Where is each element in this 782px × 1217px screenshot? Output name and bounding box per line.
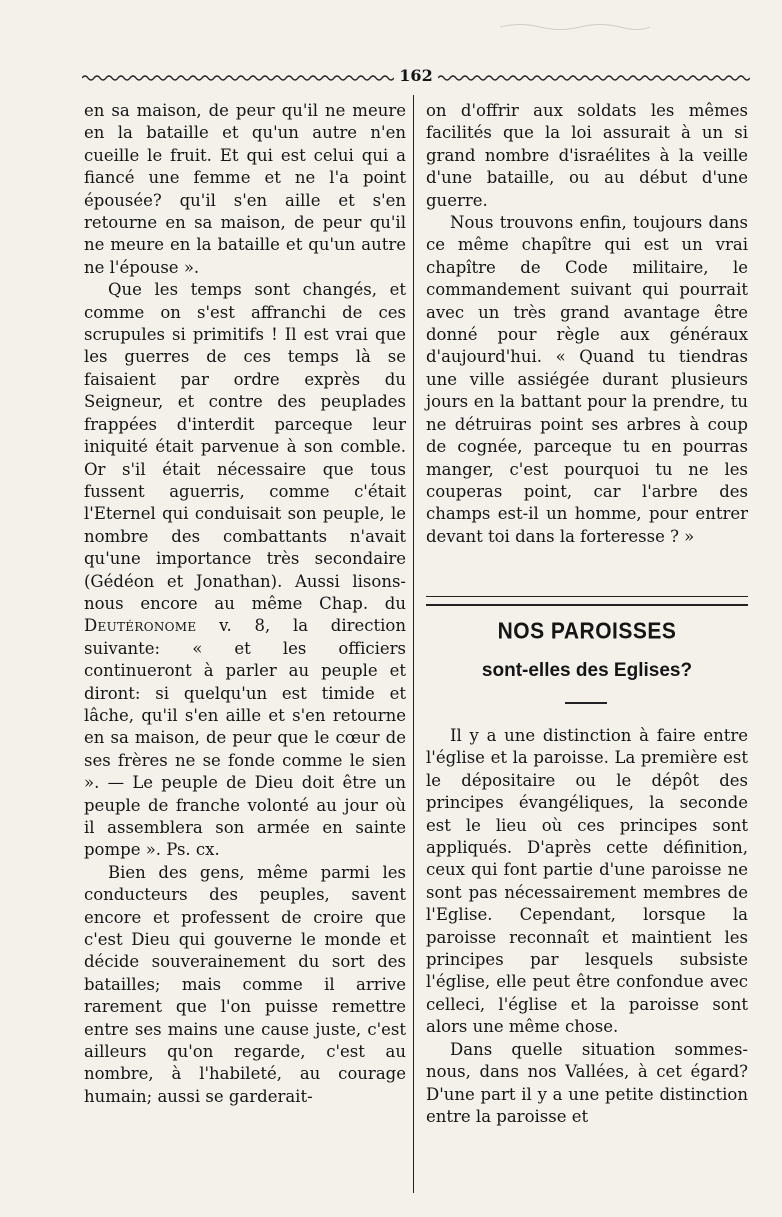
paragraph: Dans quelle situation sommes-nous, dans nos Vallées, à cet égard? D'une part il y a une petite distinction entre la paroisse et: [426, 1039, 748, 1126]
bleed-through-mark: [500, 22, 650, 32]
header-wavy-rule-left: [82, 74, 394, 82]
paragraph: Nous trouvons enfin, toujours dans ce même chapître qui est un vrai chapître de Code militaire, le commandement suivant qui pourrait avec un très grand avantage être donné pour règle aux généraux d'aujourd'hui. « Quand tu tiendras une ville assiégée durant plusieurs jours en la battant pour la prendre, tu ne détruiras point ses arbres à coup de cognée, parceque tu en pourras manger, c'est pourquoi tu ne les couperas point, car l'arbre des champs est-il un homme, pour entrer devant toi dans la forteresse ? »: [426, 213, 748, 546]
header-wavy-rule-right: [438, 74, 750, 82]
section-double-rule: [426, 596, 748, 606]
right-column-bottom: [426, 725, 748, 1128]
section-subtitle: sont-elles des Eglises?: [481, 660, 693, 681]
column-divider: [413, 95, 414, 1193]
title-separator: [565, 702, 607, 704]
right-column-top: [426, 100, 748, 548]
page-number: 162: [399, 66, 433, 85]
paragraph: Bien des gens, même parmi les conducteurs des peuples, savent encore et professent de croire que c'est Dieu qui gouverne le monde et décide souverainement du sort des batailles; mais comme il arrive rarement que l'on puisse remettre entre ses mains une cause juste, c'est ailleurs qu'on regarde, c'est au nombre, à l'habileté, au courage humain; aussi se garderait-: [84, 862, 406, 1106]
paragraph: en sa maison, de peur qu'il ne meure en la bataille et qu'un autre n'en cueille le fruit. Et qui est celui qui a fiancé une femme et ne l'a point épousée? qu'il s'en aille et s'en retourne en sa maison, de peur qu'il ne meure en la bataille et qu'un autre ne l'épouse ».: [84, 101, 406, 277]
paragraph: on d'offrir aux soldats les mêmes facilités que la loi assurait à un si grand nombre d'israélites à la veille d'une bataille, ou au début d'une guerre.: [426, 101, 748, 210]
paragraph: Il y a une distinction à faire entre l'église et la paroisse. La première est le dépositaire ou le dépôt des principes évangéliques, la seconde est le lieu où ces principes sont appliqués. D'après cette définition, ceux qui font partie d'une paroisse ne sont pas nécessairement membres de l'Eglise. Cependant, lorsque la paroisse reconnaît et maintient les principes par lesquels subsiste l'église, elle peut être confondue avec celleci, l'église et la paroisse sont alors une même chose.: [426, 726, 748, 1037]
paragraph-text: Que les temps sont changés, et comme on s'est affranchi de ces scrupules si primitifs ! Il est vrai que les guerres de ces temps là se faisaient par ordre exprès du Seigneur, et contre des peuplades frappées d'interdit parceque leur iniquité était parvenue à son comble. Or s'il était nécessaire que tous fussent aguerris, comme c'était l'Eternel qui conduisait son peuple, le nombre des combattants n'avait qu'une importance très secondaire (Gédéon et Jonathan). Aussi lisons-nous encore au même Chap. du: [84, 280, 406, 613]
paragraph-text: v. 8, la direction suivante: « et les officiers continueront à parler au peuple et diront: si quelqu'un est timide et lâche, qu'il s'en aille et s'en retourne en sa maison, de peur que le cœur de ses frères ne se fonde comme le sien ». — Le peuple de Dieu doit être un peuple de franche volonté au jour où il assemblera son armée en sainte pompe ». Ps. cx.: [84, 616, 406, 860]
left-column: [84, 100, 406, 1108]
section-title: NOS PAROISSES: [497, 619, 677, 644]
page-header: [82, 66, 750, 88]
paragraph: [84, 279, 406, 862]
book-name: Deutéronome: [84, 616, 197, 636]
